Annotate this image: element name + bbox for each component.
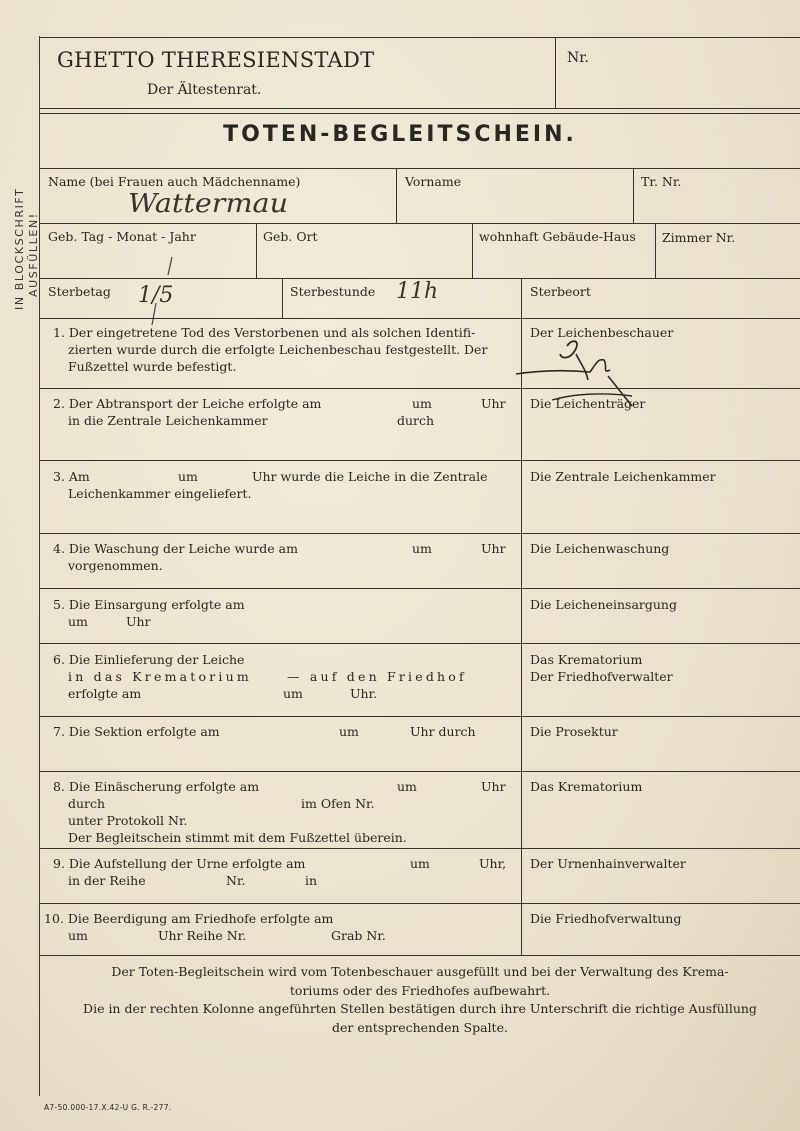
section8-line4: Der Begleitschein stimmt mit dem Fußzettel überein.	[68, 830, 407, 845]
section2-um: um	[412, 396, 432, 411]
vorname-divider	[633, 168, 634, 223]
sterbestunde-divider	[521, 278, 522, 318]
section8-durch: durch	[68, 796, 106, 811]
section8-ofen: im Ofen Nr.	[301, 796, 375, 811]
footnote-line4: der entsprechenden Spalte.	[332, 1019, 508, 1035]
ghetto-title: GHETTO THERESIENSTADT	[57, 48, 375, 72]
sterbestunde-label: Sterbestunde	[290, 284, 376, 299]
side-label-line1: IN BLOCKSCHRIFT	[13, 187, 26, 310]
section2-uhr: Uhr	[481, 396, 506, 411]
section4-top-rule	[39, 533, 800, 534]
section9-uhr: Uhr,	[479, 856, 507, 871]
section9-nr: Nr.	[226, 873, 246, 888]
section2-line2: in die Zentrale Leichenkammer	[68, 413, 268, 428]
section5-top-rule	[39, 588, 800, 589]
name-row-top-rule	[39, 168, 800, 169]
section7-line1: 7. Die Sektion erfolgte am	[53, 724, 220, 739]
handwritten-sterbestunde-text: 11h	[396, 279, 439, 304]
section5-um: um	[68, 614, 88, 629]
handwritten-sterbetag-text: 1/5	[138, 283, 174, 308]
section8-line1: 8. Die Einäscherung erfolgte am	[53, 779, 260, 794]
council-subtitle: Der Ältestenrat.	[147, 82, 262, 98]
geb-ort-label: Geb. Ort	[263, 229, 318, 244]
section2-line1: 2. Der Abtransport der Leiche erfolgte am	[53, 396, 322, 411]
section9-top-rule	[39, 848, 800, 849]
handwritten-sterbestunde	[394, 274, 464, 318]
section9-in: in	[305, 873, 318, 888]
vorname-label: Vorname	[405, 174, 462, 189]
frame-left-rule	[39, 36, 40, 1096]
section4-um: um	[412, 541, 432, 556]
birth-row-top-rule	[39, 223, 800, 224]
section3-line1: 3. Am	[53, 469, 90, 484]
section8-uhr: Uhr	[481, 779, 506, 794]
frame-top-rule	[39, 37, 800, 38]
section8-protokoll: unter Protokoll Nr.	[68, 813, 188, 828]
name-divider	[396, 168, 397, 223]
section3-signatory: Die Zentrale Leichenkammer	[530, 469, 716, 484]
instructions-footnote	[40, 963, 800, 1037]
section6-um: um	[283, 686, 303, 701]
zimmer-label: Zimmer Nr.	[662, 230, 736, 245]
section8-um: um	[397, 779, 417, 794]
section4-line1: 4. Die Waschung der Leiche wurde am	[53, 541, 298, 556]
geb-ort-divider	[472, 223, 473, 278]
section8-top-rule	[39, 771, 800, 772]
side-label-line2: AUSFÜLLEN!	[27, 212, 40, 297]
section1-line2: zierten wurde durch die erfolgte Leichenbeschau festgestellt. Der	[68, 342, 488, 357]
section10-uhr-reihe: Uhr Reihe Nr.	[158, 928, 247, 943]
section3-line2: Leichenkammer eingeliefert.	[68, 486, 252, 501]
section4-signatory: Die Leichenwaschung	[530, 541, 670, 556]
header-bottom-rule	[39, 108, 800, 109]
section9-reihe: in der Reihe	[68, 873, 146, 888]
header-divider	[555, 37, 556, 109]
section6-signatory-1: Das Krematorium	[530, 652, 643, 667]
section9-signatory: Der Urnenhainverwalter	[530, 856, 686, 871]
section6-top-rule	[39, 643, 800, 644]
section7-um: um	[339, 724, 359, 739]
footnote-line3: Die in der rechten Kolonne angeführten Stellen bestätigen durch ihre Unterschrift die richtige Ausfüllung	[83, 1001, 757, 1016]
section1-top-rule	[39, 318, 800, 319]
section6-line1: 6. Die Einlieferung der Leiche	[53, 652, 245, 667]
section6-krematorium: in das Krematorium	[68, 669, 252, 684]
section6-line3: erfolgte am	[68, 686, 142, 701]
tr-nr-label: Tr. Nr.	[641, 174, 682, 189]
section6-signatory-2: Der Friedhofverwalter	[530, 669, 673, 684]
section10-signatory: Die Friedhofverwaltung	[530, 911, 682, 926]
name-label: Name (bei Frauen auch Mädchenname)	[48, 174, 301, 189]
section7-top-rule	[39, 716, 800, 717]
footnote-line1: Der Toten-Begleitschein wird vom Totenbeschauer ausgefüllt und bei der Verwaltung des Krema-	[111, 964, 729, 979]
section1-line1: 1. Der eingetretene Tod des Verstorbenen und als solchen Identifi-	[53, 325, 476, 340]
section5-uhr: Uhr	[126, 614, 151, 629]
handwritten-name-text: Wattermau	[128, 189, 288, 219]
section5-line1: 5. Die Einsargung erfolgte am	[53, 597, 245, 612]
section4-line2: vorgenommen.	[68, 558, 163, 573]
handwritten-name	[128, 184, 298, 228]
section7-signatory: Die Prosektur	[530, 724, 618, 739]
section10-grab: Grab Nr.	[331, 928, 386, 943]
section5-signatory: Die Leicheneinsargung	[530, 597, 677, 612]
section10-um: um	[68, 928, 88, 943]
sterbeort-label: Sterbeort	[530, 284, 591, 299]
print-code: A7-50.000-17.X.42-U G. R.-277.	[44, 1103, 172, 1112]
section8-signatory: Das Krematorium	[530, 779, 643, 794]
section2-top-rule	[39, 388, 800, 389]
section10-top-rule	[39, 903, 800, 904]
section1-signatory: Der Leichenbeschauer	[530, 325, 674, 340]
geb-tag-divider	[256, 223, 257, 278]
sterbetag-label: Sterbetag	[48, 284, 111, 299]
section1-line3: Fußzettel wurde befestigt.	[68, 359, 237, 374]
section7-uhr-durch: Uhr durch	[410, 724, 476, 739]
section2-durch: durch	[397, 413, 435, 428]
header-bottom-rule-2	[39, 113, 800, 114]
sections-bottom-rule	[39, 955, 800, 956]
section2-signatory: Die Leichenträger	[530, 396, 646, 411]
section9-line1: 9. Die Aufstellung der Urne erfolgte am	[53, 856, 306, 871]
wohnhaft-label: wohnhaft Gebäude-Haus	[479, 229, 636, 244]
blockschrift-note	[6, 160, 42, 320]
section6-friedhof: — auf den Friedhof	[287, 669, 467, 684]
section3-um: um	[178, 469, 198, 484]
geb-tag-label: Geb. Tag - Monat - Jahr	[48, 229, 196, 244]
section9-um: um	[410, 856, 430, 871]
document-title: TOTEN-BEGLEITSCHEIN.	[223, 122, 577, 147]
section4-uhr: Uhr	[481, 541, 506, 556]
section3-uhr: Uhr wurde die Leiche in die Zentrale	[252, 469, 488, 484]
nr-field-label: Nr.	[567, 50, 589, 66]
sterbetag-divider	[282, 278, 283, 318]
section10-line1: 10. Die Beerdigung am Friedhofe erfolgte am	[44, 911, 334, 926]
section6-uhr: Uhr.	[350, 686, 378, 701]
footnote-line2: toriums oder des Friedhofes aufbewahrt.	[289, 982, 551, 998]
wohnhaft-divider	[655, 223, 656, 278]
section3-top-rule	[39, 460, 800, 461]
